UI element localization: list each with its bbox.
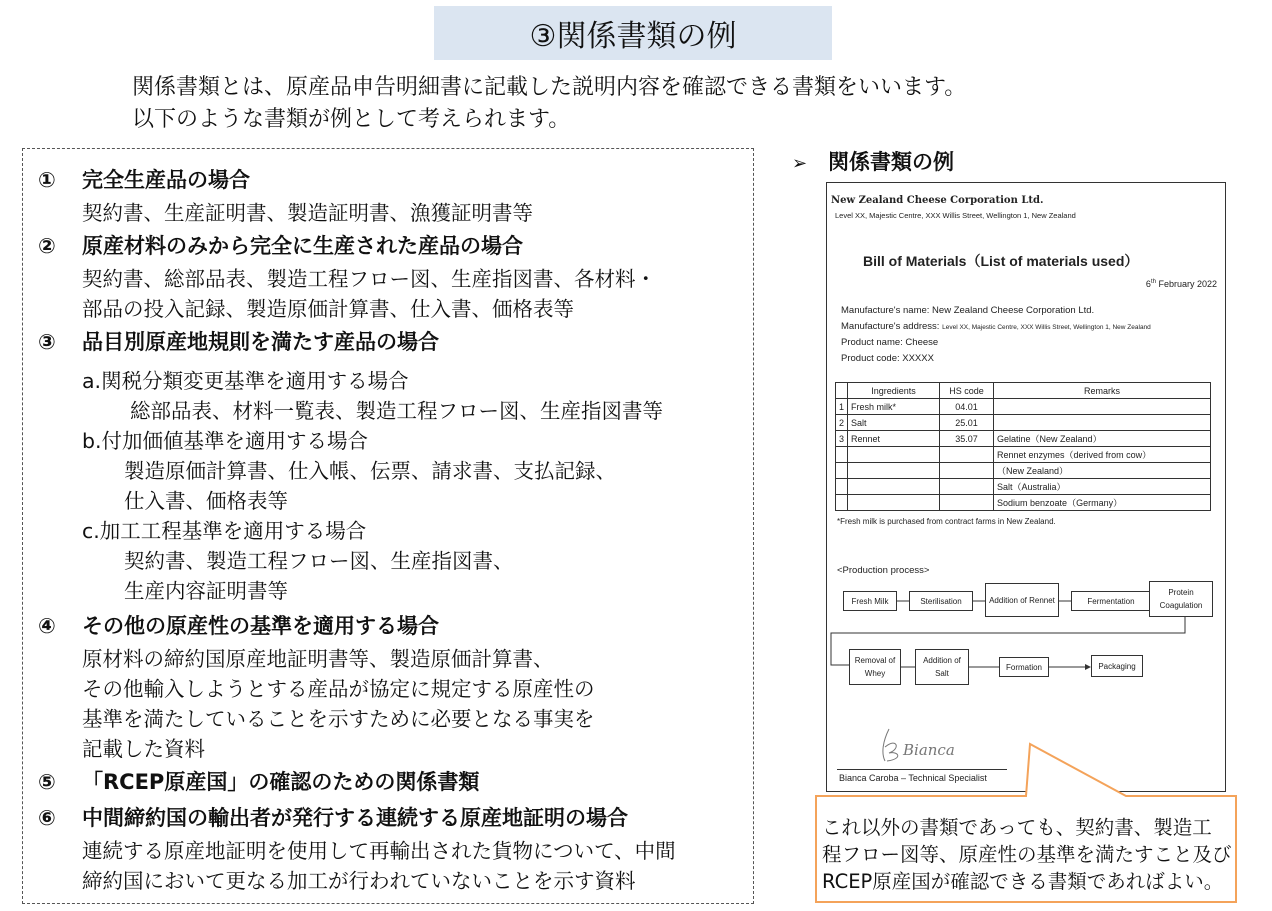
item-4-body-line-1: 原材料の締約国原産地証明書等、製造原価計算書、 (82, 647, 554, 671)
process-step-protein-coagulation: Protein Coagulation (1149, 581, 1213, 617)
table-row: 1 Fresh milk* 04.01 (836, 399, 1211, 415)
item-3a-body: 総部品表、材料一覧表、製造工程フロー図、生産指図書等 (130, 399, 663, 423)
info-manufacturer-name: Manufacture's name: New Zealand Cheese Corporation Ltd. (841, 305, 1095, 316)
table-row: Rennet enzymes（derived from cow） (836, 447, 1211, 463)
item-4-body-line-3: 基準を満たしていることを示すために必要となる事実を (82, 707, 595, 731)
item-1-body: 契約書、生産証明書、製造証明書、漁獲証明書等 (82, 201, 533, 225)
item-3b-label: b.付加価値基準を適用する場合 (82, 429, 369, 453)
intro-line-2: 以下のような書類が例として考えられます。 (132, 107, 571, 132)
process-step-removal-of-whey: Removal of Whey (849, 649, 901, 685)
info-product-code: Product code: XXXXX (841, 353, 934, 364)
info-product-name: Product name: Cheese (841, 337, 939, 348)
signature-script: Bianca (903, 741, 955, 759)
table-row: （New Zealand） (836, 463, 1211, 479)
document-title: Bill of Materials（List of materials used） (863, 253, 1139, 269)
item-3c-body-line-1: 契約書、製造工程フロー図、生産指図書、 (124, 549, 514, 573)
table-header-row: Ingredients HS code Remarks (836, 383, 1211, 399)
item-6-body-line-2: 締約国において更なる加工が行われていないことを示す資料 (82, 869, 636, 893)
company-name: New Zealand Cheese Corporation Ltd. (831, 195, 1044, 206)
item-6-body-line-1: 連続する原産地証明を使用して再輸出された貨物について、中間 (82, 839, 676, 863)
info-manufacturer-address: Manufacture's address: Level XX, Majestic Centre, XXX Willis Street, Wellington 1, New Zealand (841, 321, 1151, 332)
process-step-packaging: Packaging (1091, 655, 1143, 677)
item-2-heading: ② 原産材料のみから完全に生産された産品の場合 (38, 234, 523, 258)
callout-line-1: これ以外の書類であっても、契約書、製造工 (822, 816, 1212, 839)
item-4-body-line-4: 記載した資料 (82, 737, 205, 761)
company-address: Level XX, Majestic Centre, XXX Willis Street, Wellington 1, New Zealand (835, 211, 1076, 220)
process-step-addition-of-salt: Addition of Salt (915, 649, 969, 685)
table-row: 3 Rennet 35.07 Gelatine（New Zealand） (836, 431, 1211, 447)
item-3a-label: a.関税分類変更基準を適用する場合 (82, 369, 409, 393)
item-3c-body-line-2: 生産内容証明書等 (124, 579, 288, 603)
intro-line-1: 関係書類とは、原産品申告明細書に記載した説明内容を確認できる書類をいいます。 (132, 75, 967, 100)
page-title: ③関係書類の例 (529, 19, 737, 54)
process-step-formation: Formation (999, 657, 1049, 677)
item-2-body-line-1: 契約書、総部品表、製造工程フロー図、生産指図書、各材料・ (82, 267, 656, 291)
item-1-heading: ① 完全生産品の場合 (38, 168, 250, 192)
callout-line-3: RCEP原産国が確認できる書類であればよい。 (822, 870, 1224, 893)
process-step-fresh-milk: Fresh Milk (843, 591, 897, 611)
arrow-bullet-icon: ➢ (792, 153, 808, 174)
production-process-label: <Production process> (837, 565, 930, 576)
example-heading: ➢ 関係書類の例 (792, 150, 954, 174)
item-3c-label: c.加工工程基準を適用する場合 (82, 519, 367, 543)
item-4-heading: ④ その他の原産性の基準を適用する場合 (38, 614, 439, 638)
callout-line-2: 程フロー図等、原産性の基準を満たすこと及び (822, 843, 1232, 866)
process-step-addition-of-rennet: Addition of Rennet (985, 583, 1059, 617)
item-4-body-line-2: その他輸入しようとする産品が協定に規定する原産性の (82, 677, 595, 701)
process-step-sterilisation: Sterilisation (909, 591, 973, 611)
table-row: Salt（Australia） (836, 479, 1211, 495)
process-step-fermentation: Fermentation (1071, 591, 1151, 611)
item-5-heading: ⑤ 「RCEP原産国」の確認のための関係書類 (38, 770, 480, 794)
table-footnote: *Fresh milk is purchased from contract farms in New Zealand. (837, 517, 1056, 526)
table-row: Sodium benzoate（Germany） (836, 495, 1211, 511)
table-row: 2 Salt 25.01 (836, 415, 1211, 431)
item-3b-body-line-1: 製造原価計算書、仕入帳、伝票、請求書、支払記録、 (124, 459, 616, 483)
callout-text (822, 814, 1234, 895)
signer-name: Bianca Caroba – Technical Specialist (839, 773, 987, 783)
item-6-heading: ⑥ 中間締約国の輸出者が発行する連続する原産地証明の場合 (38, 806, 628, 830)
item-3-heading: ③ 品目別原産地規則を満たす産品の場合 (38, 330, 439, 354)
document-date: 6th February 2022 (1145, 279, 1217, 289)
item-3b-body-line-2: 仕入書、価格表等 (124, 489, 288, 513)
item-2-body-line-2: 部品の投入記録、製造原価計算書、仕入書、価格表等 (82, 297, 574, 321)
